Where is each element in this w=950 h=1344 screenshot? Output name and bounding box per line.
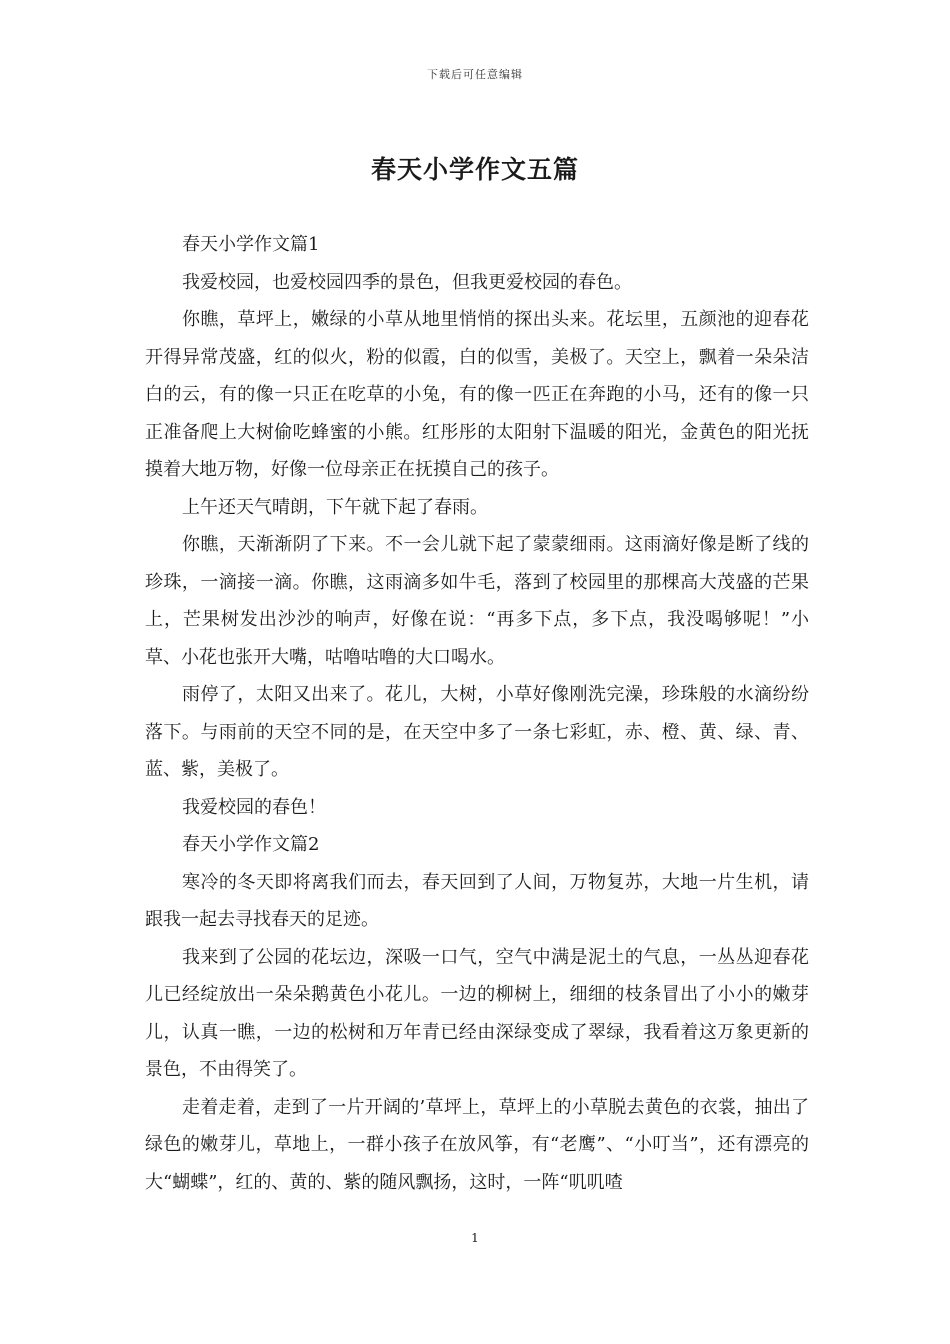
section-heading-1: 春天小学作文篇1 <box>182 234 320 255</box>
paragraph: 我来到了公园的花坛边，深吸一口气，空气中满是泥土的气息，一丛丛迎春花儿已经绽放出一朵朵鹅黄色小花儿。一边的柳树上，细细的枝条冒出了小小的嫩芽儿，认真一瞧，一边的松树和万年青已经由深绿变成了翠绿，我看着这万象更新的景色，不由得笑了。 <box>145 946 809 1080</box>
section-heading-2: 春天小学作文篇2 <box>182 834 320 855</box>
document-body <box>145 226 809 1201</box>
paragraph: 走着走着，走到了一片开阔的’草坪上，草坪上的小草脱去黄色的衣裳，抽出了绿色的嫩芽儿，草地上，一群小孩子在放风筝，有“老鹰”、“小叮当”，还有漂亮的大“蝴蝶”，红的、黄的、紫的随风飘扬，这时，一阵“叽叽喳 <box>145 1096 809 1193</box>
paragraph: 雨停了，太阳又出来了。花儿，大树，小草好像刚洗完澡，珍珠般的水滴纷纷落下。与雨前的天空不同的是，在天空中多了一条七彩虹，赤、橙、黄、绿、青、蓝、紫，美极了。 <box>145 684 809 780</box>
paragraph: 你瞧，草坪上，嫩绿的小草从地里悄悄的探出头来。花坛里，五颜池的迎春花开得异常茂盛，红的似火，粉的似霞，白的似雪，美极了。天空上，飘着一朵朵洁白的云，有的像一只正在吃草的小兔，有的像一匹正在奔跑的小马，还有的像一只正准备爬上大树偷吃蜂蜜的小熊。红彤彤的太阳射下温暖的阳光，金黄色的阳光抚摸着大地万物，好像一位母亲正在抚摸自己的孩子。 <box>145 309 809 480</box>
paragraph: 寒冷的冬天即将离我们而去，春天回到了人间，万物复苏，大地一片生机，请跟我一起去寻找春天的足迹。 <box>145 871 809 930</box>
paragraph: 上午还天气晴朗，下午就下起了春雨。 <box>182 496 488 518</box>
page-header-note: 下载后可任意编辑 <box>427 68 523 81</box>
paragraph: 我爱校园，也爱校园四季的景色，但我更爱校园的春色。 <box>182 271 632 293</box>
page-number: 1 <box>471 1231 479 1245</box>
document-title: 春天小学作文五篇 <box>370 155 579 184</box>
paragraph: 我爱校园的春色！ <box>182 796 326 818</box>
paragraph: 你瞧，天渐渐阴了下来。不一会儿就下起了蒙蒙细雨。这雨滴好像是断了线的珍珠，一滴接一滴。你瞧，这雨滴多如牛毛，落到了校园里的那棵高大茂盛的芒果上，芒果树发出沙沙的响声，好像在说：“再多下点，多下点，我没喝够呢！”小草、小花也张开大嘴，咕噜咕噜的大口喝水。 <box>145 534 809 668</box>
